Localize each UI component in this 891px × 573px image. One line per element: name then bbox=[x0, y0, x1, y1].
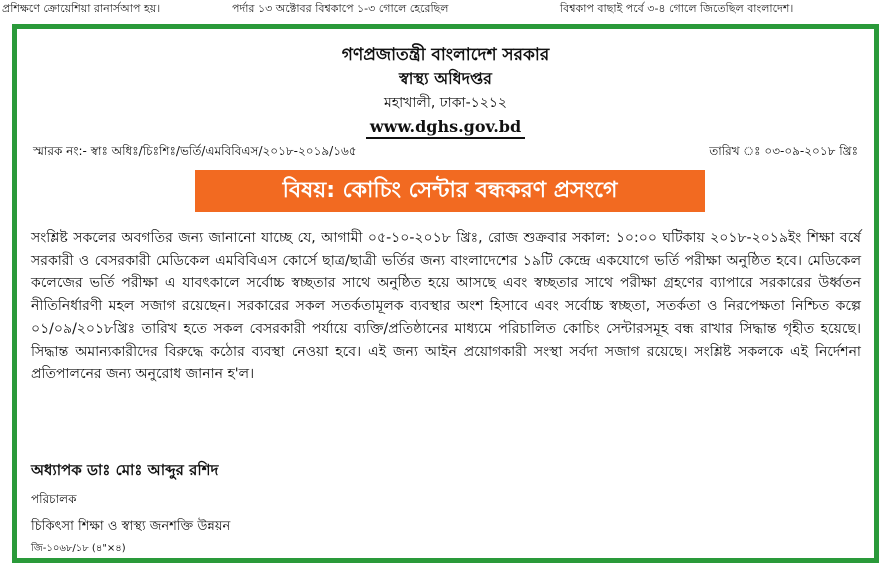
top-strip-middle-text: পর্দার ১৩ অক্টোবর বিশ্বকাপে ১-৩ গোলে হেরেছিল bbox=[232, 2, 449, 15]
website-link[interactable]: www.dghs.gov.bd bbox=[366, 117, 525, 139]
notice-frame bbox=[12, 24, 879, 563]
notice-header bbox=[17, 43, 874, 139]
newspaper-top-strip bbox=[0, 0, 891, 18]
signatory-department: চিকিৎসা শিক্ষা ও স্বাস্থ্য জনশক্তি উন্নয়ন bbox=[31, 519, 231, 534]
subject-banner bbox=[195, 170, 705, 212]
subject-text: বিষয়: কোচিং সেন্টার বন্ধকরণ প্রসংগে bbox=[282, 177, 618, 203]
signatory-name: অধ্যাপক ডাঃ মোঃ আব্দুর রশিদ bbox=[31, 461, 219, 479]
top-strip-left-text: প্রশিক্ষণে ক্রোয়েশিয়া রানার্সআপ হয়। bbox=[2, 2, 161, 15]
memo-number: স্মারক নং:- স্বাঃ অধিঃ/চিঃশিঃ/ভর্তি/এমবিবিএস/২০১৮-২০১৯/১৬৫ bbox=[33, 144, 357, 158]
signatory-title: পরিচালক bbox=[31, 492, 77, 506]
office-address: মহাখালী, ঢাকা-১২১২ bbox=[383, 95, 508, 111]
notice-body: সংশ্লিষ্ট সকলের অবগতির জন্য জানানো যাচ্ছে যে, আগামী ০৫-১০-২০১৮ খ্রিঃ, রোজ শুক্রবার সকাল: ১০:০০ ঘটিকায় ২০১৮-২০১৯ইং শিক্ষা বর্ষে সরকারী ও বেসরকারী মেডিকেল এমবিবিএস কোর্সে ছাত্র/ছাত্রী ভর্তির জন্য বাংলাদেশের ১৯টি কেন্দ্রে একযোগে ভর্তি পরীক্ষা অনুষ্ঠিত হবে। মেডিকেল কলেজের ভর্তি পরীক্ষা এ যাবৎকালে সর্বোচ্চ স্বচ্ছতার সাথে অনুষ্ঠিত হয়ে আসছে এবং স্বচ্ছতার সাথে পরীক্ষা গ্রহণের ব্যাপারে সরকারের উর্ধ্বতন নীতিনির্ধারণী মহল সজাগ রয়েছেন। সরকারের সকল সতর্কতামূলক ব্যবস্থার অংশ হিসাবে এবং সর্বোচ্চ স্বচ্ছতা, সতর্কতা ও নিরপেক্ষতা নিশ্চিত কল্পে ০১/০৯/২০১৮খ্রিঃ তারিখ হতে সকল বেসরকারী পর্যায়ে ব্যক্তি/প্রতিষ্ঠানের মাধ্যমে পরিচালিত কোচিং সেন্টারসমূহ বন্ধ রাখার সিদ্ধান্ত গৃহীত হয়েছে। সিদ্ধান্ত অমান্যকারীদের বিরুদ্ধে কঠোর ব্যবস্থা নেওয়া হবে। এই জন্য আইন প্রয়োগকারী সংস্থা সর্বদা সজাগ রয়েছে। সংশ্লিষ্ট সকলকে এই নির্দেশনা প্রতিপালনের জন্য অনুরোধ জানান হ'ল। bbox=[31, 230, 861, 383]
top-strip-right-text: বিশ্বকাপ বাছাই পর্বে ৩-৪ গোলে জিতেছিল বাংলাদেশ। bbox=[560, 2, 794, 15]
government-name: গণপ্রজাতন্ত্রী বাংলাদেশ সরকার bbox=[341, 45, 550, 65]
directorate-name: স্বাস্থ্য অধিদপ্তর bbox=[399, 69, 492, 88]
notice-date: তারিখ ঃ ০৩-০৯-২০১৮ খ্রিঃ bbox=[709, 144, 858, 158]
ad-reference: জি-১০৬৮/১৮ (৪"×৪) bbox=[31, 543, 126, 554]
